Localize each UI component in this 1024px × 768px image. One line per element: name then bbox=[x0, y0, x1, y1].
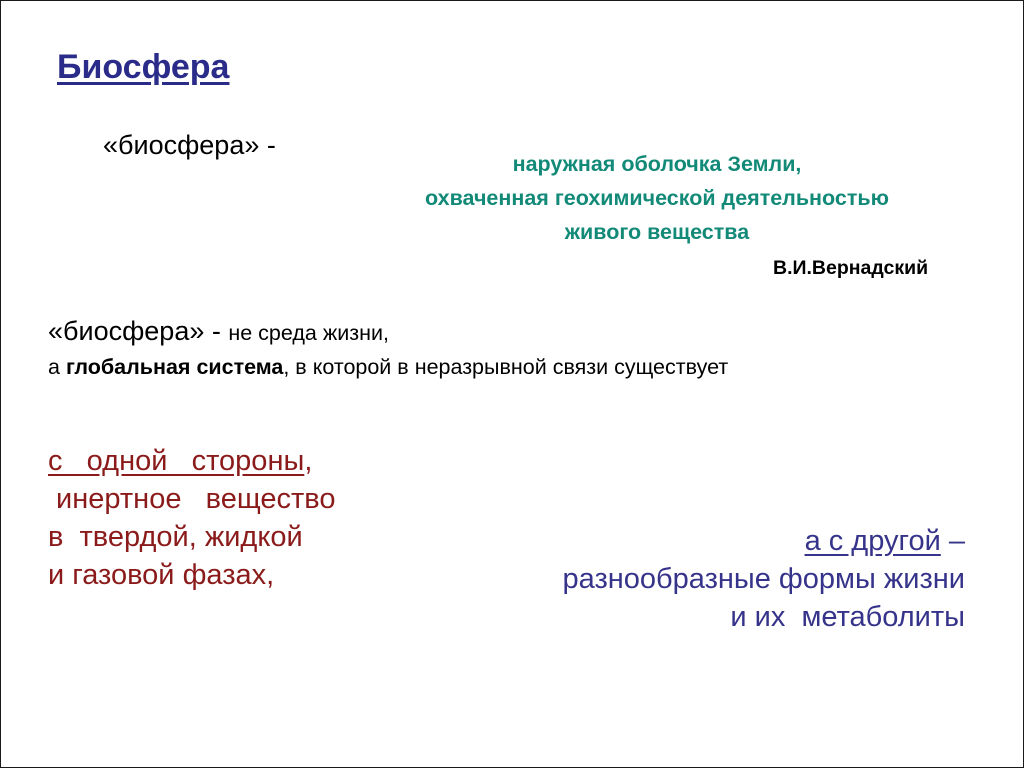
left-line-4: и газовой фазах, bbox=[48, 559, 275, 591]
left-line-3: в твердой, жидкой bbox=[48, 521, 303, 553]
definition-block bbox=[337, 147, 977, 249]
definition-line-2: охваченная геохимической деятельностью bbox=[425, 186, 889, 210]
author-attribution: В.И.Вернадский bbox=[773, 257, 929, 279]
right-underlined-phrase: а с другой bbox=[804, 525, 941, 557]
left-line-1-punct: , bbox=[304, 445, 313, 477]
statement-line-2 bbox=[48, 350, 1008, 384]
statement-line-2-start: а bbox=[48, 355, 66, 379]
right-line-3: и их метаболиты bbox=[730, 601, 965, 633]
right-line-1-dash: – bbox=[940, 525, 965, 557]
statement-term: «биосфера» - bbox=[48, 316, 229, 346]
term-label: «биосфера» - bbox=[103, 130, 276, 160]
slide-title: Биосфера bbox=[57, 48, 230, 86]
statement-line-1-rest: не среда жизни, bbox=[228, 321, 389, 345]
left-line-2: инертное вещество bbox=[48, 483, 336, 515]
right-line-1 bbox=[563, 522, 965, 560]
left-text-block bbox=[48, 442, 335, 594]
statement-line-1 bbox=[48, 314, 1008, 350]
statement-block bbox=[48, 314, 1008, 384]
definition-line-3: живого вещества bbox=[564, 220, 750, 244]
left-underlined-phrase: с одной стороны bbox=[48, 445, 305, 477]
statement-bold-term: глобальная система bbox=[65, 355, 284, 379]
left-line-1 bbox=[48, 442, 335, 480]
statement-line-2-rest: , в которой в неразрывной связи существует bbox=[283, 355, 729, 379]
right-text-block bbox=[563, 522, 965, 636]
definition-line-1: наружная оболочка Земли, bbox=[512, 152, 802, 176]
right-line-2: разнообразные формы жизни bbox=[562, 563, 965, 595]
